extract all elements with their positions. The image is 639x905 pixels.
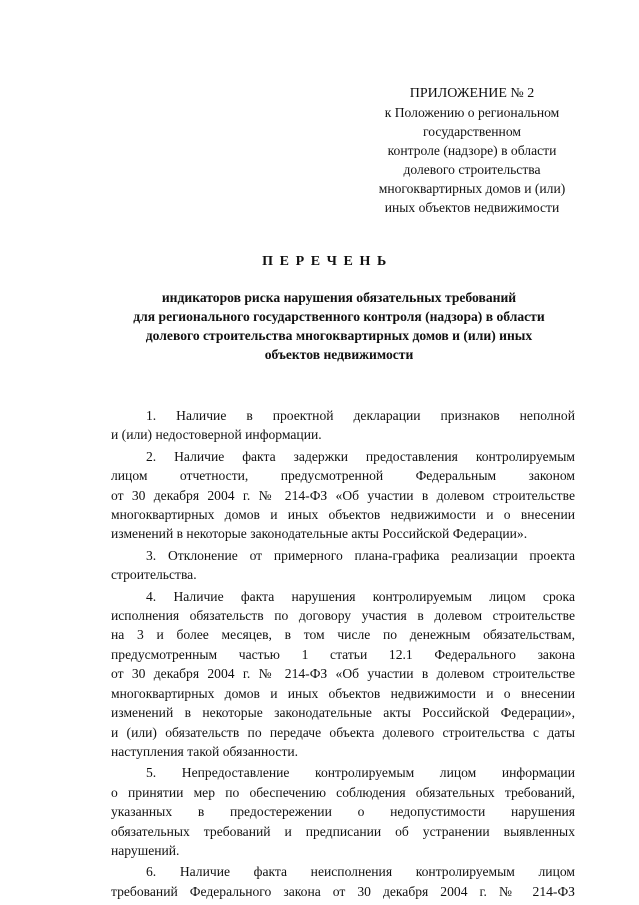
paragraph-line: 4. Наличие факта нарушения контролируемым лицом срока <box>146 588 575 604</box>
paragraph-line: нарушений. <box>111 842 180 858</box>
appendix-line: иных объектов недвижимости <box>384 200 560 215</box>
appendix-line: многоквартирных домов и (или) <box>378 181 566 196</box>
list-item <box>111 546 575 585</box>
paragraph-line: многоквартирных домов и иных объектов недвижимости и о внесении <box>111 507 575 523</box>
paragraph-line: многоквартирных домов и иных объектов недвижимости и о внесении <box>111 685 575 701</box>
paragraph-line: и (или) недостоверной информации. <box>111 427 322 443</box>
appendix-line: контроле (надзоре) в области <box>387 143 557 158</box>
paragraph-line: наступления такой обязанности. <box>111 743 299 759</box>
subtitle-line: долевого строительства многоквартирных домов и (или) иных <box>145 328 533 343</box>
paragraph-line: 2. Наличие факта задержки предоставления контролируемым <box>146 448 575 464</box>
subtitle-line: индикаторов риска нарушения обязательных требований <box>161 290 517 305</box>
subtitle-line: для регионального государственного контроля (надзора) в области <box>133 309 545 324</box>
paragraph-line: на 3 и более месяцев, в том числе по денежным обязательствам, <box>111 627 575 643</box>
paragraph-line: лицом отчетности, предусмотренной Федеральным законом <box>111 468 575 484</box>
appendix-line: долевого строительства <box>403 162 541 177</box>
paragraph-line: 3. Отклонение от примерного плана-графика реализации проекта <box>146 547 575 563</box>
paragraph-line: 1. Наличие в проектной декларации признаков неполной <box>146 408 575 423</box>
paragraph-line: о принятии мер по обеспечению соблюдения обязательных требований, <box>111 784 575 800</box>
paragraph-line: от 30 декабря 2004 г. № 214-ФЗ «Об участии в долевом строительстве <box>111 666 575 682</box>
paragraph-line: строительства. <box>111 567 197 583</box>
paragraph-line: указанных в предостережении о недопустимости нарушения <box>111 804 575 820</box>
list-item <box>111 447 575 544</box>
paragraph-line: от 30 декабря 2004 г. № 214-ФЗ «Об участии в долевом строительстве <box>111 487 575 503</box>
paragraph-line: требований Федерального закона от 30 декабря 2004 г. № 214-ФЗ <box>111 883 575 899</box>
list-item <box>111 406 575 445</box>
paragraph-line: 5. Непредоставление контролируемым лицом информации <box>146 765 575 781</box>
appendix-line: государственном <box>423 124 521 139</box>
paragraph-line: 6. Наличие факта неисполнения контролируемым лицом <box>146 864 575 880</box>
list-item <box>111 763 575 860</box>
subtitle-line: объектов недвижимости <box>264 347 414 362</box>
appendix-header <box>352 84 592 217</box>
paragraph-line: исполнения обязательств по договору участия в долевом строительстве <box>111 608 575 624</box>
document-subtitle <box>100 288 578 364</box>
document-title: ПЕРЕЧЕНЬ <box>262 254 393 269</box>
appendix-title: ПРИЛОЖЕНИЕ № 2 <box>409 86 535 101</box>
appendix-line: к Положению о региональном <box>384 105 560 120</box>
list-item <box>111 862 575 901</box>
paragraph-line: изменений в некоторые законодательные акты Российской Федерации». <box>111 526 528 542</box>
paragraph-line: обязательных требований и предписании об устранении выявленных <box>111 823 575 839</box>
paragraph-line: изменений в некоторые законодательные акты Российской Федерации», <box>111 705 575 721</box>
paragraph-line: и (или) обязательств по передаче объекта долевого строительства с даты <box>111 724 575 740</box>
paragraph-line: предусмотренным частью 1 статьи 12.1 Федерального закона <box>111 646 575 662</box>
list-item <box>111 587 575 762</box>
document-body <box>111 406 575 903</box>
